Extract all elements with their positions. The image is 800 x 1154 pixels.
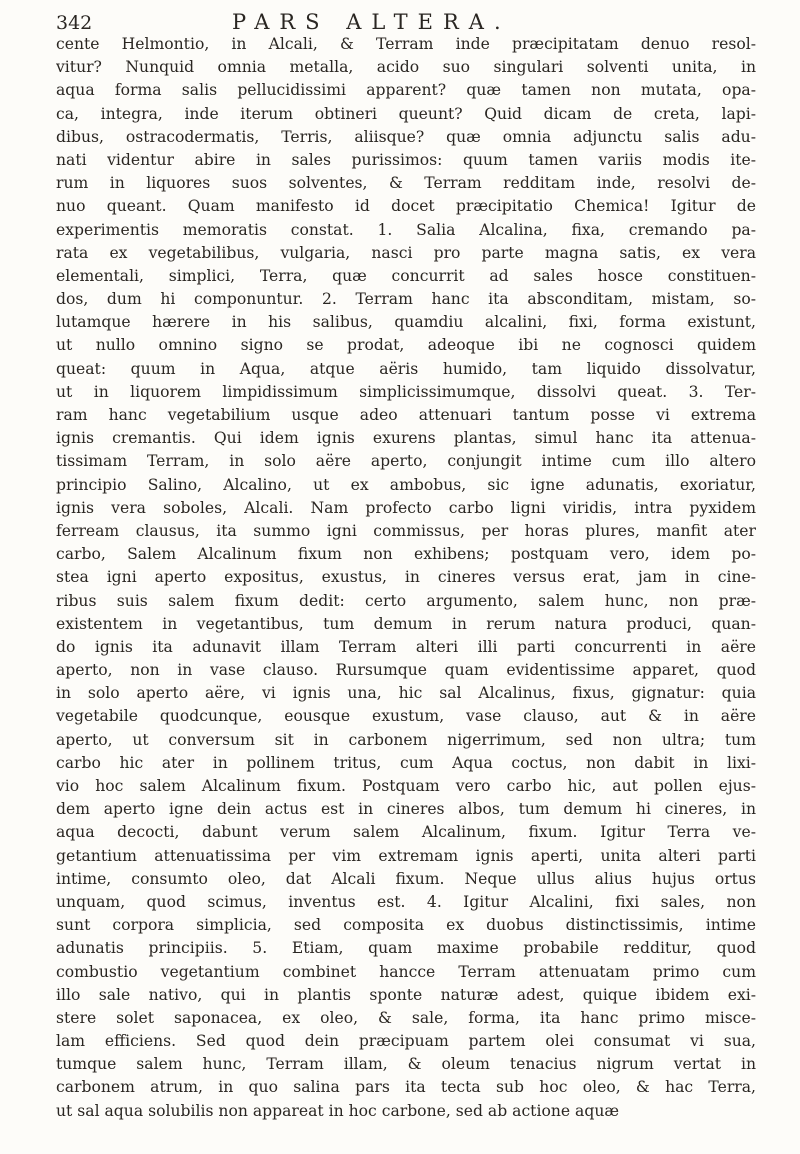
- text-line: unquam, quod scimus, inventus est. 4. Igitur Alcalini, fixi sales, non: [56, 892, 756, 911]
- text-line: dem aperto igne dein actus est in cineres albos, tum demum hi cineres, in: [56, 800, 756, 819]
- text-line: lutamque hærere in his salibus, quamdiu alcalini, fixi, forma existunt,: [56, 313, 756, 332]
- text-line: stea igni aperto expositus, exustus, in cineres versus erat, jam in cine-: [56, 568, 756, 587]
- text-line: nuo queant. Quam manifesto id docet præcipitatio Chemica! Igitur de: [56, 197, 756, 216]
- text-line: carbo, Salem Alcalinum fixum non exhibens; postquam vero, idem po-: [56, 545, 756, 564]
- text-line: ram hanc vegetabilium usque adeo attenuari tantum posse vi extrema: [56, 406, 756, 424]
- text-line: aqua decocti, dabunt verum salem Alcalinum, fixum. Igitur Terra ve-: [56, 823, 756, 842]
- text-line: rata ex vegetabilibus, vulgaria, nasci pro parte magna satis, ex vera: [56, 243, 756, 262]
- text-line: ferream clausus, ita summo igni commissus, per horas plures, manfit ater: [56, 521, 756, 540]
- text-line: ignis cremantis. Qui idem ignis exurens plantas, simul hanc ita attenua-: [56, 429, 756, 448]
- text-line: existentem in vegetantibus, tum demum in rerum natura produci, quan-: [56, 614, 756, 633]
- text-line: carbonem atrum, in quo salina pars ita tecta sub hoc oleo, & hac Terra,: [56, 1078, 756, 1097]
- text-line: adunatis principiis. 5. Etiam, quam maxime probabile redditur, quod: [56, 939, 756, 958]
- text-line: aperto, non in vase clauso. Rursumque quam evidentissime apparet, quod: [56, 661, 756, 680]
- text-line: lam efficiens. Sed quod dein præcipuam partem olei consumat vi sua,: [56, 1032, 756, 1051]
- running-head: PARS ALTERA.: [232, 10, 511, 34]
- text-line: in solo aperto aëre, vi ignis una, hic sal Alcalinus, fixus, gignatur: quia: [56, 684, 756, 703]
- text-line: ribus suis salem fixum dedit: certo argumento, salem hunc, non præ-: [56, 591, 756, 610]
- text-line: vegetabile quodcunque, eousque exustum, vase clauso, aut & in aëre: [56, 707, 756, 726]
- text-line: aqua forma salis pellucidissimi apparent? quæ tamen non mutata, opa-: [56, 81, 756, 100]
- text-line: do ignis ita adunavit illam Terram alteri illi parti concurrenti in aëre: [56, 637, 756, 656]
- text-line: tumque salem hunc, Terram illam, & oleum tenacius nigrum vertat in: [56, 1055, 756, 1074]
- text-line: sunt corpora simplicia, sed composita ex duobus distinctissimis, intime: [56, 916, 756, 935]
- text-line: intime, consumto oleo, dat Alcali fixum. Neque ullus alius hujus ortus: [56, 869, 756, 888]
- text-line: cente Helmontio, in Alcali, & Terram inde præcipitatam denuo resol-: [56, 35, 756, 53]
- text-line: ignis vera soboles, Alcali. Nam profecto carbo ligni viridis, intra pyxidem: [56, 498, 756, 517]
- text-line: ut nullo omnino signo se prodat, adeoque ibi ne cognosci quidem: [56, 336, 756, 355]
- text-line: stere solet saponacea, ex oleo, & sale, forma, ita hanc primo misce-: [56, 1008, 756, 1027]
- text-line: illo sale nativo, qui in plantis sponte naturæ adest, quique ibidem exi-: [56, 985, 756, 1004]
- text-line: dos, dum hi componuntur. 2. Terram hanc ita absconditam, mistam, so-: [56, 290, 756, 309]
- text-line: experimentis memoratis constat. 1. Salia Alcalina, fixa, cremando pa-: [56, 220, 756, 239]
- text-line: principio Salino, Alcalino, ut ex ambobus, sic igne adunatis, exoriatur,: [56, 475, 756, 494]
- text-line: vio hoc salem Alcalinum fixum. Postquam vero carbo hic, aut pollen ejus-: [56, 777, 756, 795]
- text-line: ca, integra, inde iterum obtineri queunt? Quid dicam de creta, lapi-: [56, 104, 756, 123]
- body-text: [56, 33, 756, 1123]
- text-line: ut sal aqua solubilis non appareat in hoc carbone, sed ab actione aquæ: [56, 1101, 620, 1120]
- text-line: queat: quum in Aqua, atque aëris humido, tam liquido dissolvatur,: [56, 359, 756, 378]
- text-line: nati videntur abire in sales purissimos: quum tamen variis modis ite-: [56, 150, 756, 169]
- text-line: elementali, simplici, Terra, quæ concurrit ad sales hosce constituen-: [56, 266, 756, 285]
- text-line: ut in liquorem limpidissimum simplicissimumque, dissolvi queat. 3. Ter-: [56, 382, 756, 401]
- text-line: tissimam Terram, in solo aëre aperto, conjungit intime cum illo altero: [56, 452, 756, 471]
- text-line: combustio vegetantium combinet hancce Terram attenuatam primo cum: [56, 962, 756, 981]
- text-line: carbo hic ater in pollinem tritus, cum Aqua coctus, non dabit in lixi-: [56, 753, 756, 772]
- page-number: 342: [56, 12, 93, 34]
- text-line: dibus, ostracodermatis, Terris, aliisque? quæ omnia adjunctu salis adu-: [56, 127, 756, 146]
- text-line: rum in liquores suos solventes, & Terram redditam inde, resolvi de-: [56, 174, 756, 193]
- text-line: vitur? Nunquid omnia metalla, acido suo singulari solventi unita, in: [56, 58, 756, 77]
- text-line: getantium attenuatissima per vim extremam ignis aperti, unita alteri parti: [56, 846, 756, 865]
- text-line: aperto, ut conversum sit in carbonem nigerrimum, sed non ultra; tum: [56, 730, 756, 749]
